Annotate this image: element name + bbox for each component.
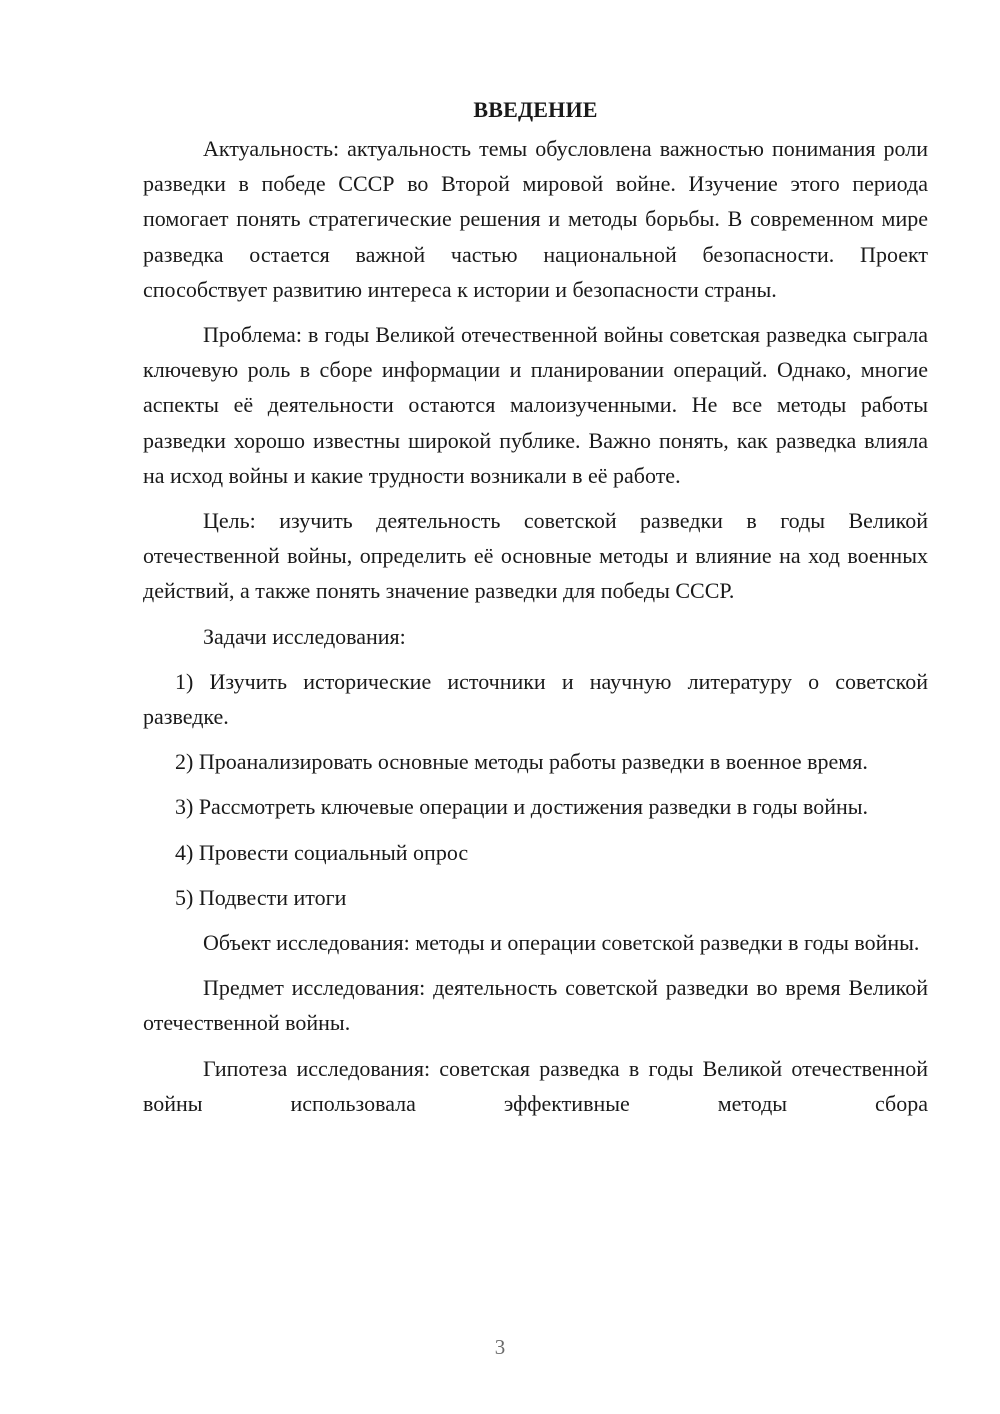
problem-paragraph: Проблема: в годы Великой отечественной войны советская разведка сыграла ключевую роль в сборе информации и планировании операций. Однако, многие аспекты её деятельности остаются малоизученными. Не все методы работы разведки хорошо известны широкой публике. Важно понять, как разведка влияла на исход войны и какие трудности возникали в её работе. — [143, 322, 928, 488]
page-number: 3 — [494, 1335, 506, 1359]
subject-paragraph: Предмет исследования: деятельность советской разведки во время Великой отечественной войны. — [143, 975, 928, 1036]
object-paragraph: Объект исследования: методы и операции советской разведки в годы войны. — [203, 930, 920, 956]
task-item-5: 5) Подвести итоги — [175, 884, 347, 910]
task-item-4: 4) Провести социальный опрос — [175, 839, 469, 865]
relevance-paragraph: Актуальность: актуальность темы обусловлена важностью понимания роли разведки в победе СССР во Второй мировой войне. Изучение этого периода помогает понять стратегические решения и методы борьбы. В современном мире разведка остается важной частью национальной безопасности. Проект способствует развитию интереса к истории и безопасности страны. — [143, 136, 928, 302]
hypothesis-paragraph: Гипотеза исследования: советская разведка в годы Великой отечественной войны использовала эффективные методы сбора — [143, 1055, 928, 1116]
goal-paragraph: Цель: изучить деятельность советской разведки в годы Великой отечественной войны, определить её основные методы и влияние на ход военных действий, а также понять значение разведки для победы СССР. — [143, 508, 928, 604]
tasks-title: Задачи исследования: — [203, 623, 406, 649]
task-item-1: 1) Изучить исторические источники и научную литературу о советской разведке. — [143, 668, 928, 730]
section-heading: ВВЕДЕНИЕ — [473, 97, 598, 122]
task-item-2: 2) Проанализировать основные методы работы разведки в военное время. — [175, 749, 868, 775]
task-item-3: 3) Рассмотреть ключевые операции и достижения разведки в годы войны. — [175, 794, 869, 820]
page-content — [143, 92, 928, 1121]
